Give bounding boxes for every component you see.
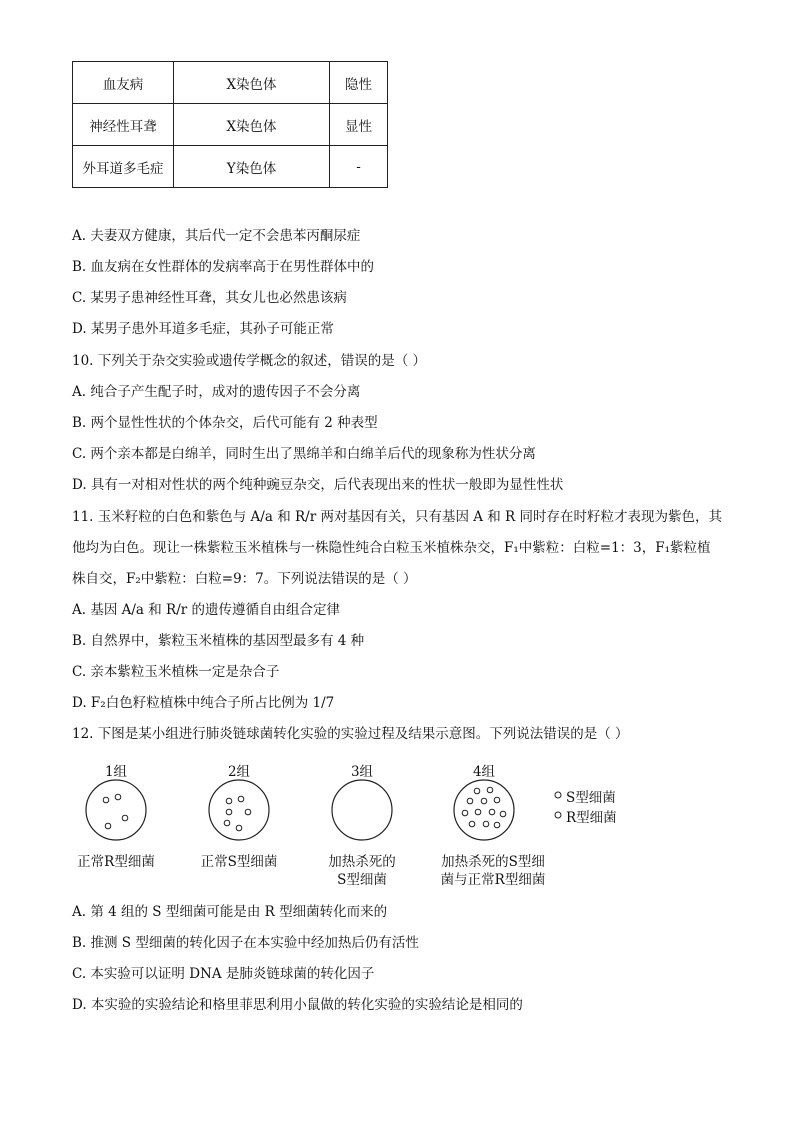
r-colony [115,794,121,800]
legend-s-symbol [555,792,561,798]
group3-caption-line2: S型细菌 [337,872,387,888]
table-cell: X染色体 [174,104,330,146]
legend-s-label: S型细菌 [566,790,616,806]
q11-stem-line1: 11. 玉米籽粒的白色和紫色与 A/a 和 R/r 两对基因有关，只有基因 A 和 R 同时存在时籽粒才表现为紫色，其 [72,509,723,525]
table-cell: 外耳道多毛症 [73,146,174,188]
colony [481,798,487,804]
table-cell: 血友病 [73,62,174,104]
colony [500,811,506,817]
table-cell: 神经性耳聋 [73,104,174,146]
table-cell: - [330,146,388,188]
q11-option-b: B. 自然界中，紫粒玉米植株的基因型最多有 4 种 [72,633,365,649]
colony [487,787,493,793]
table-cell: 隐性 [330,62,388,104]
group4-caption-line2: 菌与正常R型细菌 [440,872,546,888]
r-colony [122,815,128,821]
group1-title: 1组 [104,764,128,780]
colony [494,822,500,828]
colony [483,821,489,827]
q12-option-d: D. 本实验的实验结论和格里菲思利用小鼠做的转化实验的实验结论是相同的 [72,997,523,1013]
s-colony [226,798,232,804]
q9-option-c: C. 某男子患神经性耳聋，其女儿也必然患该病 [72,290,347,306]
group4-title: 4组 [472,764,496,780]
q10-option-a: A. 纯合子产生配子时，成对的遗传因子不会分离 [72,384,361,400]
group3-caption-line1: 加热杀死的 [328,854,396,870]
r-colony [105,823,111,829]
q10-option-b: B. 两个显性性状的个体杂交，后代可能有 2 种表型 [72,415,378,431]
q11-option-a: A. 基因 A/a 和 R/r 的遗传遵循自由组合定律 [72,602,341,618]
petri-dish-1 [86,780,146,840]
group2-caption: 正常S型细菌 [200,854,278,870]
group3-title: 3组 [350,764,374,780]
legend-r-label: R型细菌 [566,810,617,826]
group1-caption: 正常R型细菌 [77,854,155,870]
group2-title: 2组 [227,764,251,780]
r-colony [103,797,109,803]
table-cell: Y染色体 [174,146,330,188]
group4-caption-line1: 加热杀死的S型细 [441,854,545,870]
colony [462,810,468,816]
colony [467,798,473,804]
colony [474,788,480,794]
q12-option-b: B. 推测 S 型细菌的转化因子在本实验中经加热后仍有活性 [72,935,419,951]
colony [489,809,495,815]
q10-stem: 10. 下列关于杂交实验或遗传学概念的叙述，错误的是（ ） [72,353,427,369]
s-colony [224,820,230,826]
legend-r-symbol [555,812,561,818]
colony [469,821,475,827]
petri-dish-3 [332,780,392,840]
q11-option-d: D. F₂白色籽粒植株中纯合子所占比例为 1/7 [72,695,335,711]
q12-option-c: C. 本实验可以证明 DNA 是肺炎链球菌的转化因子 [72,966,375,982]
q12-stem: 12. 下图是某小组进行肺炎链球菌转化实验的实验过程及结果示意图。下列说法错误的是（ ） [72,726,629,742]
table-cell: X染色体 [174,62,330,104]
colony [475,809,481,815]
s-colony [238,796,244,802]
s-colony [236,825,242,831]
q9-option-a: A. 夫妻双方健康，其后代一定不会患苯丙酮尿症 [72,228,361,244]
q9-option-d: D. 某男子患外耳道多毛症，其孙子可能正常 [72,321,334,337]
petri-dish-4 [454,780,514,840]
colony [494,797,500,803]
s-colony [226,809,232,815]
q11-stem-line2: 他均为白色。现让一株紫粒玉米植株与一株隐性纯合白粒玉米植株杂交，F₁中紫粒：白粒=1：3，F₁紫粒植 [72,540,711,556]
q11-option-c: C. 亲本紫粒玉米植株一定是杂合子 [72,664,280,680]
q11-stem-line3: 株自交，F₂中紫粒：白粒=9：7。下列说法错误的是（ ） [72,571,417,587]
q10-option-d: D. 具有一对相对性状的两个纯种豌豆杂交，后代表现出来的性状一般即为显性性状 [72,477,564,493]
table-cell: 显性 [330,104,388,146]
s-colony [245,809,251,815]
q9-option-b: B. 血友病在女性群体的发病率高于在男性群体中的 [72,259,375,275]
q12-option-a: A. 第 4 组的 S 型细菌可能是由 R 型细菌转化而来的 [72,904,388,920]
q10-option-c: C. 两个亲本都是白绵羊，同时生出了黑绵羊和白绵羊后代的现象称为性状分离 [72,446,536,462]
